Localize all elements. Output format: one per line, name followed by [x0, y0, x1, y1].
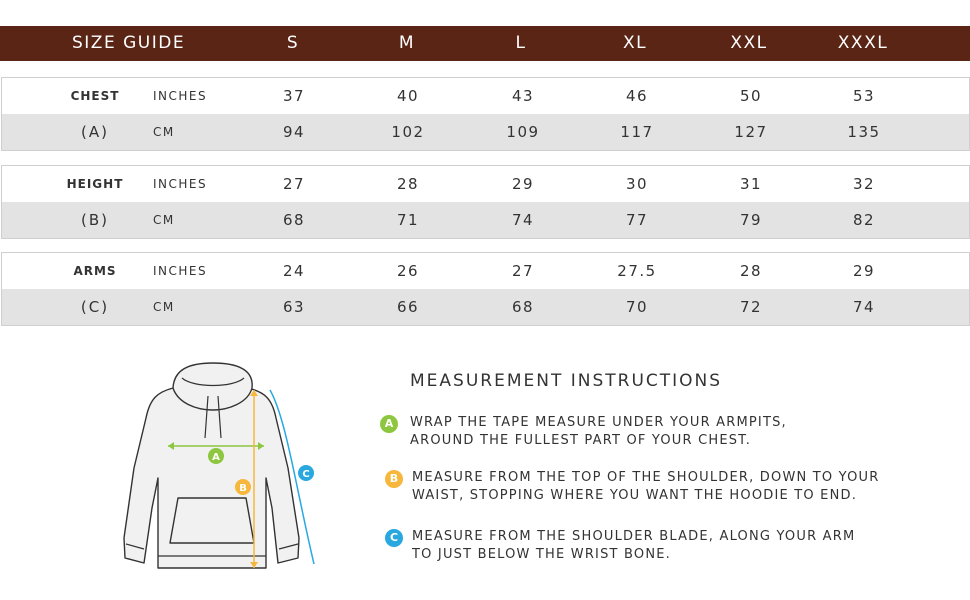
chest-label: CHEST [70, 89, 120, 103]
chest-inches-xxxl: 53 [852, 87, 876, 105]
size-s-header: S [286, 33, 300, 53]
size-xxl-header: XXL [730, 33, 768, 53]
size-guide-header [0, 26, 970, 61]
height-cm-l: 74 [511, 211, 535, 229]
marker-b-text: B [239, 483, 247, 494]
chest-inches-xl: 46 [625, 87, 649, 105]
chest-inches-xxl: 50 [739, 87, 763, 105]
cm-unit-label: CM [153, 125, 175, 139]
arms-cm-s: 63 [282, 298, 306, 316]
badge-b-icon: B [385, 470, 403, 488]
inches-unit-label: INCHES [153, 264, 208, 278]
cm-unit-label: CM [153, 213, 175, 227]
arms-cm-row [2, 289, 969, 325]
height-inches-s: 27 [282, 175, 306, 193]
height-inches-m: 28 [396, 175, 420, 193]
chest-measurement-group [1, 77, 970, 151]
height-cm-row [2, 202, 969, 238]
chest-cm-xl: 117 [620, 123, 654, 141]
chest-code: (A) [81, 123, 109, 141]
arms-inches-m: 26 [396, 262, 420, 280]
height-cm-xxl: 79 [739, 211, 763, 229]
chest-cm-m: 102 [391, 123, 425, 141]
height-measurement-group [1, 165, 970, 239]
size-xxxl-header: XXXL [837, 33, 889, 53]
marker-c-text: C [302, 469, 310, 480]
size-xl-header: XL [622, 33, 648, 53]
chest-cm-row [2, 114, 969, 150]
arms-inches-row [2, 253, 969, 289]
height-inches-row [2, 166, 969, 202]
height-cm-xxxl: 82 [852, 211, 876, 229]
arms-inches-l: 27 [511, 262, 535, 280]
height-cm-xl: 77 [625, 211, 649, 229]
hoodie-pocket-shape [170, 498, 254, 543]
height-code: (B) [81, 211, 109, 229]
chest-cm-l: 109 [506, 123, 540, 141]
arms-inches-xl: 27.5 [617, 262, 657, 280]
arms-cm-m: 66 [396, 298, 420, 316]
arms-label: ARMS [73, 264, 117, 278]
arms-cm-xxxl: 74 [852, 298, 876, 316]
size-guide-title: SIZE GUIDE [72, 33, 186, 53]
chest-inches-l: 43 [511, 87, 535, 105]
hoodie-diagram [118, 358, 323, 578]
inches-unit-label: INCHES [153, 89, 208, 103]
height-label: HEIGHT [66, 177, 124, 191]
instruction-a-line-1: WRAP THE TAPE MEASURE UNDER YOUR ARMPITS, [410, 415, 787, 430]
inches-unit-label: INCHES [153, 177, 208, 191]
height-inches-xxxl: 32 [852, 175, 876, 193]
arms-cm-xxl: 72 [739, 298, 763, 316]
instruction-b-line-1: MEASURE FROM THE TOP OF THE SHOULDER, DOWN TO YOUR [412, 470, 880, 485]
chest-cm-s: 94 [282, 123, 306, 141]
instruction-b-line-2: WAIST, STOPPING WHERE YOU WANT THE HOODIE TO END. [412, 488, 858, 503]
chest-inches-row [2, 78, 969, 114]
chest-inches-s: 37 [282, 87, 306, 105]
measurement-instructions-title: MEASUREMENT INSTRUCTIONS [410, 371, 723, 391]
height-inches-xl: 30 [625, 175, 649, 193]
height-inches-xxl: 31 [739, 175, 763, 193]
badge-c-icon: C [385, 529, 403, 547]
arms-inches-s: 24 [282, 262, 306, 280]
size-l-header: L [515, 33, 527, 53]
instruction-c-line-2: TO JUST BELOW THE WRIST BONE. [412, 547, 672, 562]
arms-inches-xxxl: 29 [852, 262, 876, 280]
instruction-c-line-1: MEASURE FROM THE SHOULDER BLADE, ALONG YOUR ARM [412, 529, 856, 544]
arms-cm-xl: 70 [625, 298, 649, 316]
arms-inches-xxl: 28 [739, 262, 763, 280]
chest-inches-m: 40 [396, 87, 420, 105]
cm-unit-label: CM [153, 300, 175, 314]
instruction-a-line-2: AROUND THE FULLEST PART OF YOUR CHEST. [410, 433, 752, 448]
size-m-header: M [398, 33, 416, 53]
chest-cm-xxl: 127 [734, 123, 768, 141]
arms-cm-l: 68 [511, 298, 535, 316]
arms-measurement-group [1, 252, 970, 326]
height-inches-l: 29 [511, 175, 535, 193]
chest-cm-xxxl: 135 [847, 123, 881, 141]
marker-a-text: A [212, 452, 220, 463]
badge-a-icon: A [380, 415, 398, 433]
hoodie-hood-shape [173, 363, 252, 410]
arms-code: (C) [80, 298, 110, 316]
height-cm-s: 68 [282, 211, 306, 229]
height-cm-m: 71 [396, 211, 420, 229]
